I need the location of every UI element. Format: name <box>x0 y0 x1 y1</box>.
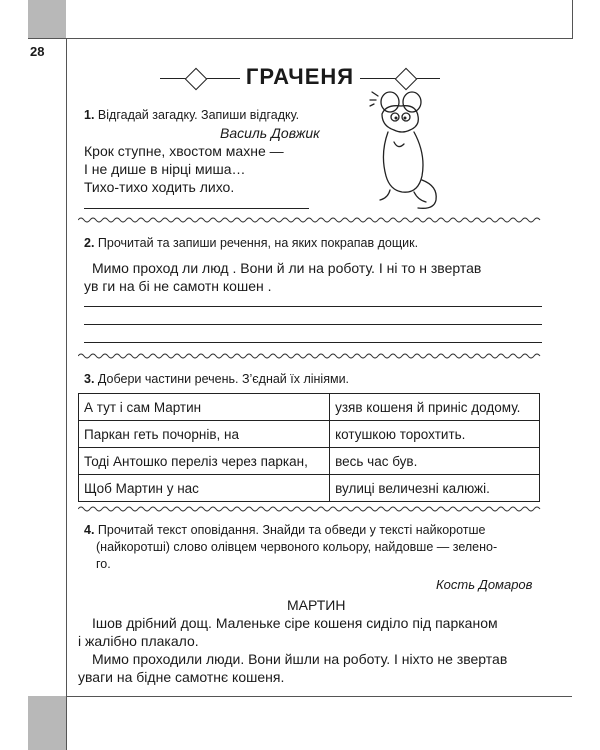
task2-line-2: ув ги на бі не самотн кошен . <box>84 278 272 294</box>
right-edge-rule <box>572 0 573 38</box>
task4-instruction-1: Прочитай текст оповідання. Знайди та обведи у тексті найкоротше <box>97 523 486 537</box>
left-part[interactable]: А тут і сам Мартин <box>79 394 330 421</box>
task3-number: 3. <box>84 372 95 386</box>
footer-rule <box>66 696 572 697</box>
wavy-separator-1 <box>78 216 544 224</box>
task4-header-line-1 <box>84 523 485 537</box>
right-part[interactable]: вулиці величезні калюжі. <box>330 475 540 502</box>
riddle-line-3: Тихо-тихо ходить лихо. <box>84 179 235 195</box>
matching-table <box>78 393 540 502</box>
mouse-illustration-icon <box>368 90 442 212</box>
story-title: МАРТИН <box>287 597 346 613</box>
page-title: ГРАЧЕНЯ <box>245 64 355 89</box>
task1-instruction: Відгадай загадку. Запиши відгадку. <box>97 108 300 122</box>
task1-number: 1. <box>84 108 95 122</box>
task2-header <box>84 236 418 250</box>
task3-header <box>84 372 349 386</box>
task1-answer-line[interactable] <box>84 208 309 209</box>
header-rule <box>28 38 573 39</box>
right-part[interactable]: узяв кошеня й приніс додому. <box>330 394 540 421</box>
wavy-separator-3 <box>78 505 544 513</box>
task2-answer-line-2[interactable] <box>84 324 542 325</box>
table-row <box>79 475 540 502</box>
task2-answer-line-3[interactable] <box>84 342 542 343</box>
task4-number: 4. <box>84 523 95 537</box>
task2-answer-line-1[interactable] <box>84 306 542 307</box>
story-line-3: Мимо проходили люди. Вони йшли на роботу. І ніхто не звертав <box>92 651 508 667</box>
right-part[interactable]: весь час був. <box>330 448 540 475</box>
task1-header <box>84 108 299 122</box>
riddle-line-1: Крок ступне, хвостом махне — <box>84 143 284 159</box>
table-row <box>79 394 540 421</box>
table-row <box>79 421 540 448</box>
page-number: 28 <box>30 44 45 59</box>
task2-number: 2. <box>84 236 95 250</box>
task3-instruction: Добери частини речень. З’єднай їх лініями. <box>97 372 350 386</box>
margin-rule <box>66 38 67 750</box>
task4-instruction-3: го. <box>96 557 111 571</box>
left-part[interactable]: Тоді Антошко переліз через паркан, <box>79 448 330 475</box>
task2-instruction: Прочитай та запиши речення, на яких покрапав дощик. <box>97 236 419 250</box>
table-row <box>79 448 540 475</box>
story-line-1: Ішов дрібний дощ. Маленьке сіре кошеня сиділо під парканом <box>92 615 498 631</box>
left-part[interactable]: Щоб Мартин у нас <box>79 475 330 502</box>
corner-block-top <box>28 0 66 38</box>
left-part[interactable]: Паркан геть почорнів, на <box>79 421 330 448</box>
corner-block-bottom <box>28 696 66 750</box>
task2-line-1: Мимо проход ли люд . Вони й ли на роботу. І ні то н звертав <box>92 260 482 276</box>
task4-author: Кость Домаров <box>436 577 533 592</box>
task1-author: Василь Довжик <box>220 125 320 141</box>
task4-instruction-2: (найкоротші) слово олівцем червоного кольору, найдовше — зелено- <box>96 540 498 554</box>
story-line-4: уваги на бідне самотнє кошеня. <box>78 669 285 685</box>
story-line-2: і жалібно плакало. <box>78 633 199 649</box>
wavy-separator-2 <box>78 352 544 360</box>
riddle-line-2: І не дише в нірці миша… <box>84 161 246 177</box>
right-part[interactable]: котушкою торохтить. <box>330 421 540 448</box>
